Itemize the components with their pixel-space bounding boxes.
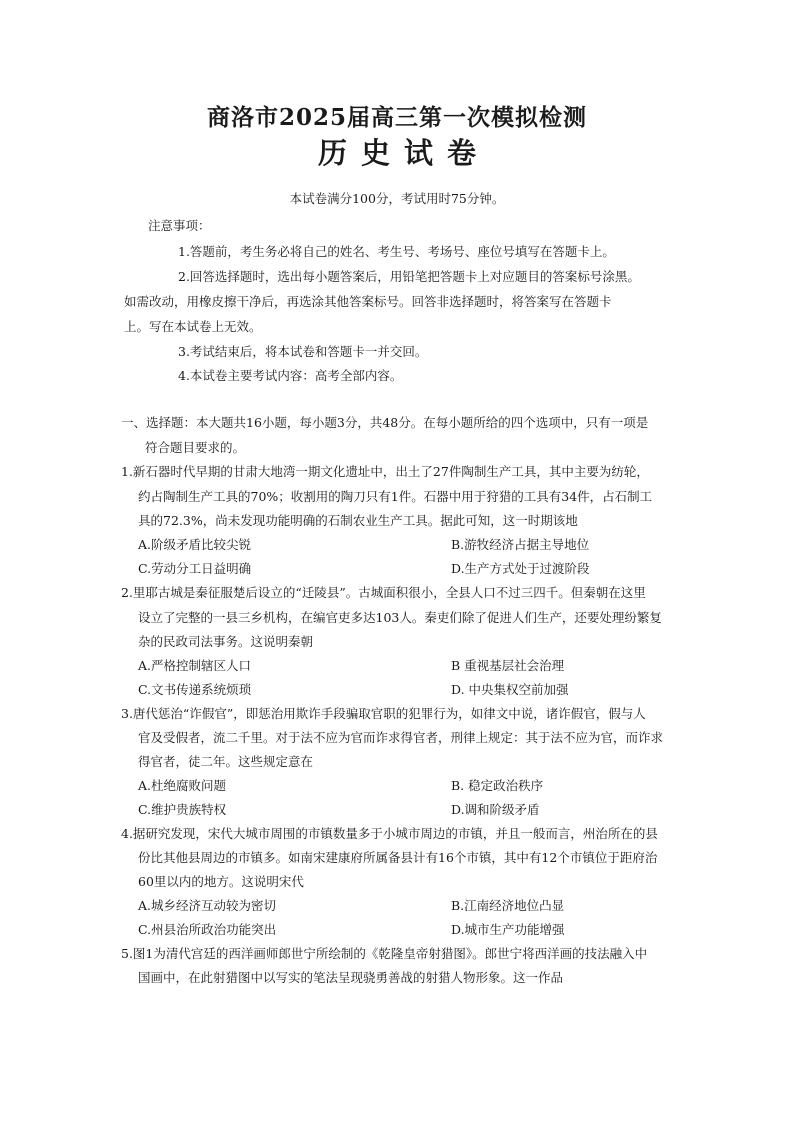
question-3-option-c: C.维护贵族特权 bbox=[138, 802, 227, 817]
question-2-option-a: A.严格控制辖区人口 bbox=[138, 658, 252, 673]
question-4-line-3: 60里以内的地方。这说明宋代 bbox=[138, 874, 304, 889]
question-4-line-2: 份比其他县周边的市镇多。如南宋建康府所属备县计有16个市镇，其中有12个市镇位于距府治 bbox=[138, 850, 658, 865]
note-2-end: 上。写在本试卷上无效。 bbox=[124, 319, 262, 334]
note-1: 1.答题前，考生务必将自己的姓名、考生号、考场号、座位号填写在答题卡上。 bbox=[178, 244, 615, 259]
question-1-line-3: 具的72.3%，尚未发现功能明确的石制农业生产工具。据此可知，这一时期该地 bbox=[138, 513, 578, 528]
question-3-line-2: 官及受假者，流二千里。对于法不应为官而诈求得官者，刑律上规定：其于法不应为官，而诈求 bbox=[138, 730, 664, 745]
subject-title: 历史试卷 bbox=[317, 136, 490, 170]
question-3-line-1: 3.唐代惩治“诈假官”，即惩治用欺诈手段骗取官职的犯罪行为，如律文中说，诸诈假官，假与人 bbox=[121, 706, 646, 721]
question-5-line-2: 国画中，在此射猎图中以写实的笔法呈现骁勇善战的射猎人物形象。这一作品 bbox=[138, 970, 564, 985]
section-heading-continued: 符合题目要求的。 bbox=[145, 440, 246, 455]
section-heading: 一、选择题：本大题共16小题，每小题3分，共48分。在每小题所给的四个选项中，只有一项是 bbox=[121, 415, 649, 430]
question-2-option-d: D. 中央集权空前加强 bbox=[451, 682, 569, 697]
question-4-option-b: B.江南经济地位凸显 bbox=[451, 898, 565, 913]
question-3-option-d: D.调和阶级矛盾 bbox=[451, 802, 540, 817]
question-1-option-c: C.劳动分工日益明确 bbox=[138, 561, 252, 576]
question-2-option-c: C.文书传递系统烦琐 bbox=[138, 682, 252, 697]
notes-heading: 注意事项： bbox=[148, 218, 211, 233]
question-4-option-a: A.城乡经济互动较为密切 bbox=[138, 898, 277, 913]
exam-info: 本试卷满分100分，考试用时75分钟。 bbox=[289, 191, 505, 206]
question-1-line-2: 约占陶制生产工具的70%；收割用的陶刀只有1件。石器中用于狩猎的工具有34件，占石制工 bbox=[138, 489, 653, 504]
question-2-option-b: B 重视基层社会治理 bbox=[451, 658, 565, 673]
question-3-option-b: B. 稳定政治秩序 bbox=[451, 778, 544, 793]
question-1-line-1: 1.新石器时代早期的甘肃大地湾一期文化遗址中，出土了27件陶制生产工具，其中主要为纺轮， bbox=[121, 464, 649, 479]
question-3-line-3: 得官者，徒二年。这些规定意在 bbox=[138, 754, 314, 769]
question-2-line-3: 杂的民政司法事务。这说明秦朝 bbox=[138, 634, 314, 649]
question-4-line-1: 4.据研究发现，宋代大城市周围的市镇数量多于小城市周边的市镇，并且一般而言，州治所在的县 bbox=[121, 826, 658, 841]
question-2-line-1: 2.里耶古城是秦征服楚后设立的“迁陵县”。古城面积很小，全县人口不过三四千。但秦朝在这里 bbox=[121, 585, 646, 600]
question-2-line-2: 设立了完整的一县三乡机构，在编官吏多达103人。秦吏们除了促进人们生产，还要处理纷繁复 bbox=[138, 610, 662, 625]
question-1-option-b: B.游牧经济占据主导地位 bbox=[451, 537, 590, 552]
question-3-option-a: A.杜绝腐败问题 bbox=[138, 778, 227, 793]
question-1-option-d: D.生产方式处于过渡阶段 bbox=[451, 561, 590, 576]
note-2-continued: 如需改动，用橡皮擦干净后，再选涂其他答案标号。回答非选择题时，将答案写在答题卡 bbox=[124, 294, 612, 309]
question-1-option-a: A.阶级矛盾比较尖锐 bbox=[138, 537, 252, 552]
note-4: 4.本试卷主要考试内容：高考全部内容。 bbox=[178, 368, 403, 383]
note-2: 2.回答选择题时，选出每小题答案后，用铅笔把答题卡上对应题目的答案标号涂黑。 bbox=[178, 269, 640, 284]
question-4-option-c: C.州县治所政治功能突出 bbox=[138, 922, 277, 937]
question-5-line-1: 5.图1为清代宫廷的西洋画师郎世宁所绘制的《乾隆皇帝射猎图》。郎世宁将西洋画的技法融入中 bbox=[121, 946, 648, 961]
question-4-option-d: D.城市生产功能增强 bbox=[451, 922, 565, 937]
exam-title: 商洛市2025届高三第一次模拟检测 bbox=[206, 104, 587, 131]
note-3: 3.考试结束后，将本试卷和答题卡一并交回。 bbox=[178, 344, 428, 359]
